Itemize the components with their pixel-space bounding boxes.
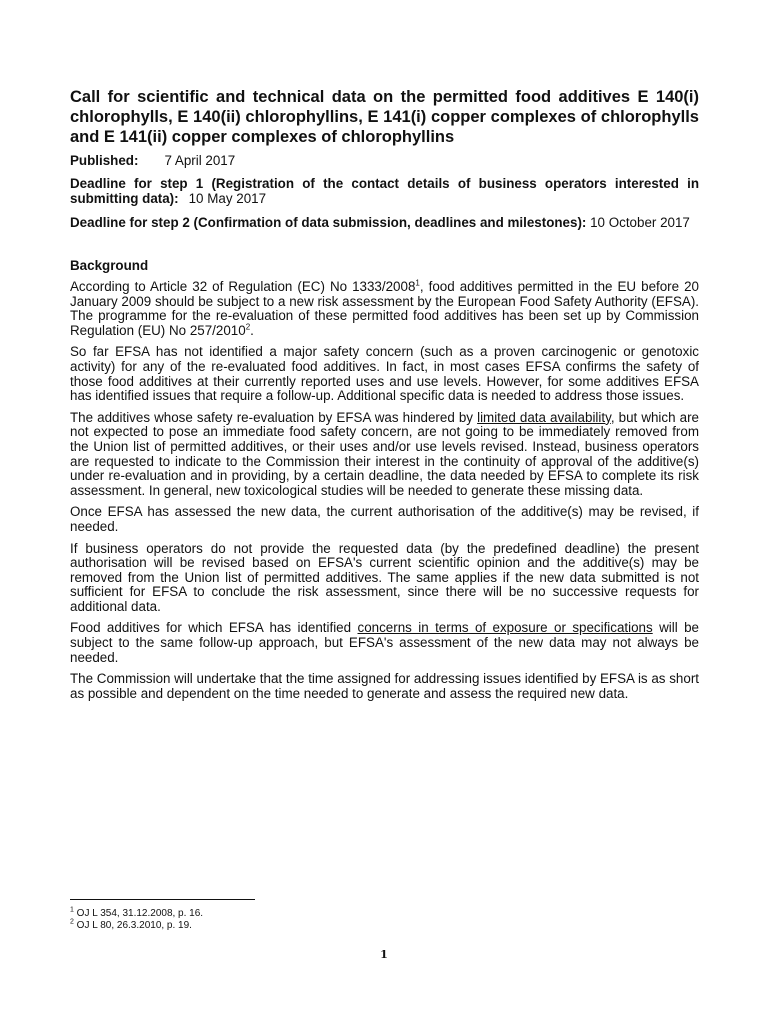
footnote-1 (70, 908, 370, 920)
paragraph-1-text-a: According to Article 32 of Regulation (EC) No 1333/2008 (70, 279, 416, 294)
underlined-concerns: concerns in terms of exposure or specifications (357, 620, 653, 636)
published-label: Published: (70, 153, 139, 168)
deadline1-date: 10 May 2017 (188, 191, 267, 206)
section-heading-background: Background (70, 258, 149, 273)
paragraph-3-text-a: The additives whose safety re-evaluation by EFSA was hindered by (70, 409, 478, 425)
footnote-1-mark: 1 (70, 906, 74, 914)
document-title: Call for scientific and technical data on the permitted food additives E 140(i) chlorophylls, E 140(ii) chlorophyllins, E 141(i) copper complexes of chlorophylls and E 141(ii) copper complexes of chlorophyllins (70, 88, 699, 146)
paragraph-1-text-b: , food additives permitted in the EU before 20 January 2009 should be subject to a new risk assessment by the European Food Safety Authority (EFSA). The programme for the re-evaluation of these permitted food additives has been set up by Commission Regulation (EU) No 257/2010 (70, 279, 700, 338)
document-body (70, 87, 699, 701)
paragraph-5: If business operators do not provide the requested data (by the predefined deadline) the present authorisation will be revised based on EFSA's current scientific opinion and the additive(s) may be removed from the Union list of permitted additives. The same applies if the new data submitted is not sufficient for EFSA to conclude the risk assessment, since there will be no successive requests for additional data. (70, 540, 699, 614)
paragraph-6-text-a: Food additives for which EFSA has identified (70, 620, 358, 636)
page-number: 1 (380, 948, 388, 961)
published-date: 7 April 2017 (164, 153, 236, 168)
deadline-step1 (70, 176, 699, 207)
published-line (70, 153, 699, 169)
footnote-divider (70, 899, 255, 900)
footnote-2-mark: 2 (70, 918, 74, 926)
paragraph-1-text-c: . (250, 322, 254, 338)
footnotes (70, 899, 370, 932)
deadline-step2 (70, 215, 699, 231)
footnote-1-text: OJ L 354, 31.12.2008, p. 16. (73, 908, 204, 919)
deadline2-date: 10 October 2017 (590, 214, 690, 230)
footnote-2-text: OJ L 80, 26.3.2010, p. 19. (73, 920, 192, 931)
deadline2-label: Deadline for step 2 (Confirmation of data submission, deadlines and milestones): (70, 214, 587, 230)
paragraph-1 (70, 280, 699, 338)
paragraph-6 (70, 621, 699, 665)
paragraph-7: The Commission will undertake that the time assigned for addressing issues identified by EFSA is as short as possible and dependent on the time needed to generate and assess the required new data. (70, 671, 699, 701)
footnote-ref-2: 2 (245, 322, 251, 332)
paragraph-4: Once EFSA has assessed the new data, the current authorisation of the additive(s) may be revised, if needed. (70, 504, 699, 534)
paragraph-2: So far EFSA has not identified a major safety concern (such as a proven carcinogenic or genotoxic activity) for any of the re-evaluated food additives. In fact, in most cases EFSA confirms the safety of those food additives at their currently reported uses and use levels. However, for some additives EFSA has identified issues that require a follow-up. Additional specific data is needed to address those issues. (70, 344, 699, 404)
paragraph-6-text-b: will be subject to the same follow-up approach, but EFSA's assessment of the new data may not always be needed. (70, 620, 700, 665)
paragraph-3-text-b: , but which are not expected to pose an immediate food safety concern, are not going to be immediately removed from the Union list of permitted additives, or their uses and/or use levels revised. Instead, business operators are requested to indicate to the Commission their interest in the continuity of approval of the additive(s) under re-evaluation and in providing, by a certain deadline, the data needed by EFSA to complete its risk assessment. In general, new toxicological studies will be needed to generate these missing data. (70, 409, 699, 498)
footnote-ref-1: 1 (415, 278, 420, 288)
deadline1-label: Deadline for step 1 (Registration of the contact details of business operators interested in submitting data): (70, 175, 699, 206)
paragraph-3 (70, 411, 699, 499)
underlined-limited-data: limited data availability (477, 409, 611, 425)
footnote-2 (70, 920, 370, 932)
